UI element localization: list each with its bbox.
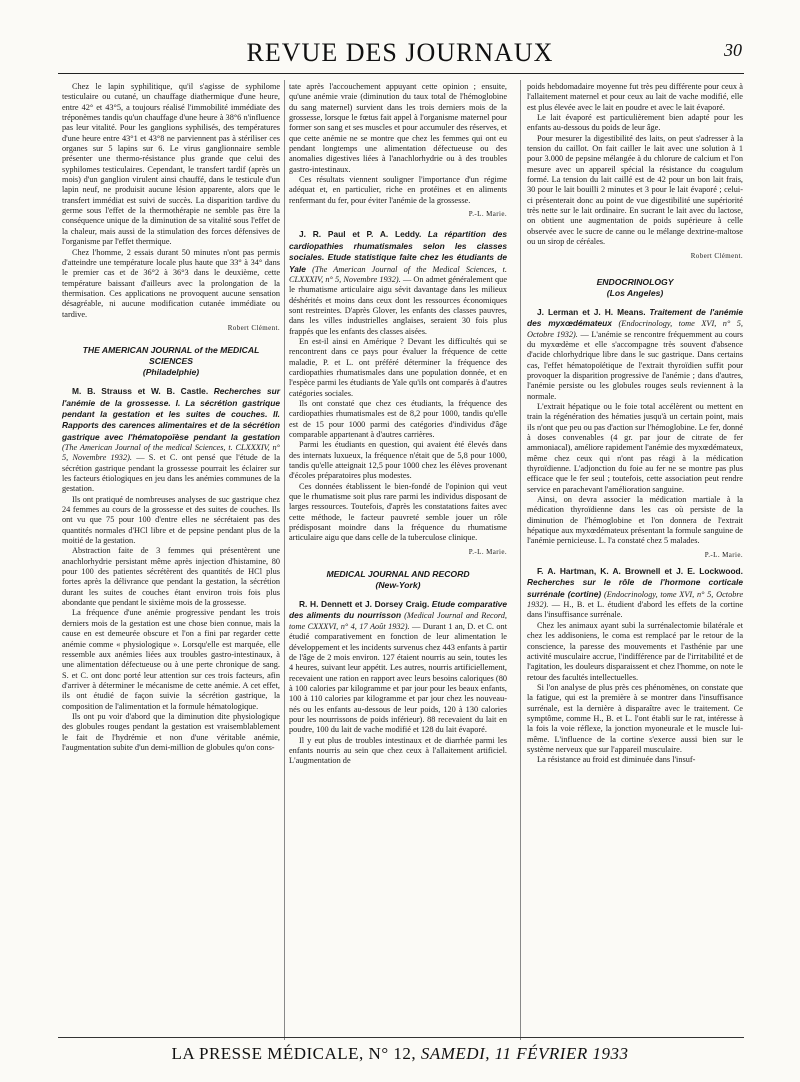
article-lead: — S. et C. ont pensé que l'étude de la sécrétion gastrique pendant la grossesse pourrait les éclairer sur les facteurs étiologiques en jeu dans les anémies communes de la gestation. bbox=[62, 453, 281, 494]
article-title: Recherches sur l'anémie de la grossesse. I. La sécrétion gastrique pendant la gestation et les suites de couches. II. Rapports des carences alimentaires et de la sécrétion gastrique avec l'hématopoïèse pendant la gestation bbox=[62, 386, 280, 442]
article-title: Etude comparative des aliments du nourrisson bbox=[289, 599, 507, 621]
column-divider bbox=[520, 80, 521, 1040]
paragraph: Ils ont pu voir d'abord que la diminution dite physiologique des globules rouges pendant la gestation est vraisemblablement le fait de l'hydrémie et non d'une véritable anémie, l'augmentation subite d'un demi-million de globules qu'on cons- bbox=[62, 711, 280, 752]
section-place: (New-York) bbox=[375, 580, 421, 591]
paragraph: Chez le lapin syphilitique, qu'il s'agisse de syphilome testiculaire ou cutané, un chauffage diathermique d'une heure, entre 42° et 43°5, a toujours réalisé l'immobilité immédiate des tréponèmes tandis qu'un chauffage d'une heure à 38°6 n'influence pas leur vitalité. Pour les ganglions syphilisés, des températures d'une heure entre 43°1 et 43°8 ne parviennent pas à stériliser ces organes sur 5 lapins sur 6. Le virus ganglionnaire semble présenter une thermo-résistance plus grande que celui des syphilomes testiculaires. Cependant, le transfert tardif (après un mois) d'un ganglion virulent ainsi chauffé, dans le testicule d'un lapin neuf, ne produisit aucune lésion apparente, alors que le transfert immédiat est suivi de succès. La disparition tardive du germe sous l'effet de la thermothérapie ne semble pas être la conséquence unique de la diminution de sa vitalité sous l'effet de la chaleur, mais aussi de la stimulation des forces défensives de l'organisme par l'effet thermique. bbox=[62, 82, 280, 247]
page-footer bbox=[0, 1044, 800, 1064]
article-title: Traitement de l'anémie des myxœdémateux bbox=[527, 306, 744, 329]
paragraph: Le lait évaporé est particulièrement bien adapté pour les enfants au-dessous du poids de leur âge. bbox=[527, 113, 743, 133]
paragraph: En est-il ainsi en Amérique ? Devant les difficultés qui se rencontrent dans ce pays pour évaluer la fréquence de cette maladie, P. et L. ont préféré déterminer la fréquence des cardiopathies rhumatismales dans une population donnée, et en l'espèce parmi les étudiants de Yale qu'ils ont comparés à d'autres catégories sociales. bbox=[289, 336, 507, 398]
paragraph: Ces données établissent le bien-fondé de l'opinion qui veut que le rhumatisme soit plus rare parmi les individus disposant de larges ressources. Toutefois, d'après les constatations faites avec cette méthode, le facteur pauvreté semble jouer un rôle prédisposant moindre dans la fréquence du rhumatisme articulaire aigu que dans celle de la tuberculose clinique. bbox=[289, 481, 507, 543]
column-2 bbox=[289, 82, 507, 767]
paragraph: La fréquence d'une anémie progressive pendant les trois derniers mois de la gestation est une chose bien connue, mais la cause en est demeurée obscure et l'on a fini par regarder cette anémie comme « physiologique ». Lorsqu'elle est marquée, elle ressemble aux anémies liées aux troubles gastro-intestinaux, à une alimentation défectueuse ou à une perte chronique de sang. S. et C. ont donc porté leur attention sur ces trois facteurs, afin d'arriver à déterminer le mécanisme de cette anémie. A cet effet, ils ont étudié de façon suivie la sécrétion gastrique, la composition de l'alimentation et la formule hématologique. bbox=[62, 608, 280, 711]
paragraph: Il y eut plus de troubles intestinaux et de diarrhée parmi les enfants nourris au sein que chez ceux à l'allaitement artificiel. L'augmentation de bbox=[289, 735, 507, 766]
author-signature: P.-L. Marie. bbox=[468, 210, 507, 219]
article-authors: J. Lerman et J. H. Means. bbox=[537, 306, 646, 317]
article-heading bbox=[289, 599, 507, 735]
article-lead: — Durant 1 an, D. et C. ont étudié comparativement en fonction de leur alimentation le développement et les incidents survenus chez 443 enfants à partir de l'âge de 2 mois environ. 127 étaient nourris au sein, toutes les 4 heures, suivant leur appétit. Les autres, nourris artificiellement, recevaient une ration en rapport avec leurs besoins caloriques (80 à 100 calories par kilogramme et par jour pour les beaux enfants, 100 à 110 calories par kilogramme et par jour chez les nouveau-nés ou les enfants au-dessous de leur poids, 120 à 130 calories pour les nourrissons de poids inférieur). 88 recevaient du lait en poudre, 100 du lait de vache modifié et 128 du lait évaporé. bbox=[289, 621, 507, 735]
column-3 bbox=[527, 82, 743, 766]
article-heading bbox=[289, 229, 507, 336]
article-title: La répartition des cardiopathies rhumatismales selon les classes sociales. Etude statistique faite chez les étudiants de Yale bbox=[289, 229, 508, 274]
article-heading bbox=[527, 307, 743, 402]
paragraph: Ils ont constaté que chez ces étudiants, la fréquence des cardiopathies rhumatismales est de 8,2 pour 1000, tandis qu'elle est de 15 pour 1000 parmi des catégories d'individus d'âge comparable appartenant à d'autres carrières. bbox=[289, 398, 507, 439]
paragraph: L'extrait hépatique ou le foie total accélèrent ou mettent en train la régénération des hématies jusqu'à un certain point, mais ils n'ont que peu ou pas d'action sur l'hémoglobine. Le fer, donné à doses convenables (4 gr. par jour de citrate de fer ammoniacal), améliore rapidement l'anémie des myxœdémateux, même chez ceux qui n'ont pas réagi à la médication thyroïdienne. L'adjonction du foie au fer ne se montre pas plus efficace que le fer seul ; toutefois, cette association peut rendre service en parachevant l'amélioration sanguine. bbox=[527, 401, 743, 494]
article-reference: (Medical Journal and Record, tome CXXXVI, n° 4, 17 Août 1932). bbox=[289, 611, 507, 631]
paragraph: Chez l'homme, 2 essais durant 50 minutes n'ont pas permis d'atteindre une température locale plus haute que 33° à 34° dans le premier cas et de 36°2 à 36°3 dans le deuxième, cette température baissant d'ailleurs avec la prolongation de la thermisation. Ces applications ne provoquent aucune sensation désagréable, ni aucune modification cutanée immédiate ou tardive. bbox=[62, 247, 280, 319]
article-title: Recherches sur le rôle de l'hormone corticale surrénale (cortine) bbox=[527, 577, 743, 599]
paragraph: Ces résultats viennent souligner l'importance d'un régime adéquat et, en particulier, riche en protéines et en aliments renfermant du fer, pour éviter l'anémie de la grossesse. bbox=[289, 175, 507, 205]
paragraph: Abstraction faite de 3 femmes qui présentèrent une anachlorhydrie persistant même après injection d'histamine, 80 pour 100 des patientes sécrétèrent des quantités de HCl plus fortes après la délivrance que pendant la gestation, la sécrétion durant les suites de couches étant environ trois fois plus abondante que pendant le sixième mois de la grossesse. bbox=[62, 546, 280, 608]
article-heading bbox=[62, 386, 280, 494]
author-signature: Robert Clément. bbox=[227, 323, 280, 332]
paragraph: tate après l'accouchement appuyant cette opinion ; ensuite, qu'une anémie vraie (diminution du taux total de l'hémoglobine du sang maternel) survient dans les trois derniers mois de la grossesse, lorsque le fœtus fait appel à l'organisme maternel pour former son sang et ses muscles et pour accumuler des réserves, et que cette anémie ne se montre que chez les femmes qui ont eu pendant longtemps une alimentation défectueuse ou des anomalies digestives liées à l'anachlorhydrie ou à des troubles gastro-intestinaux. bbox=[289, 82, 507, 174]
author-signature: Robert Clément. bbox=[690, 251, 743, 260]
paragraph: Ils ont pratiqué de nombreuses analyses de suc gastrique chez 24 femmes au cours de la grossesse et des suites de couches. Ils ont vu que 75 pour 100 d'entre elles ne sécrétaient pas des quantités normales d'HCl libre et de pepsine pendant plus de la moitié de la gestation. bbox=[62, 494, 280, 546]
paragraph: Si l'on analyse de plus près ces phénomènes, on constate que la fatigue, qui est la première à se montrer dans l'insuffisance surrénale, est la dernière à disparaître avec le traitement. Ce symptôme, comme H., B. et L. l'ont établi sur le rat, intéresse à la fois la voie réflexe, la jonction myoneurale et le muscle lui-même. L'influence de la cortine s'exerce aussi bien sur le système nerveux que sur l'appareil musculaire. bbox=[527, 682, 743, 754]
article-heading bbox=[527, 566, 743, 621]
author-signature: P.-L. Marie. bbox=[468, 547, 507, 556]
article-authors: M. B. Strauss et W. B. Castle. bbox=[72, 386, 209, 397]
author-signature: P.-L. Marie. bbox=[704, 550, 743, 559]
column-1 bbox=[62, 82, 280, 753]
column-divider bbox=[284, 80, 285, 1040]
section-title: ENDOCRINOLOGY bbox=[596, 276, 674, 287]
section-title: MEDICAL JOURNAL AND RECORD bbox=[326, 569, 470, 580]
article-lead: — L'anémie se rencontre fréquemment au cours du myxœdème et elle s'accompagne très souvent d'absence d'acide chlorhydrique libre dans le suc gastrique. Dans certains cas, l'effet hématopoïétique de l'extrait thyroïdien suffit pour provoquer la disparition progressive de l'anémie ; dans d'autres, l'anémie persiste ou les globules rouges seuls reviennent à la normale. bbox=[527, 329, 743, 401]
article-authors: F. A. Hartman, K. A. Brownell et J. E. Lockwood. bbox=[537, 566, 743, 577]
footer-journal: LA PRESSE MÉDICALE, N° 12, bbox=[171, 1044, 417, 1063]
article-reference: (The American Journal of the Medical Sciences, t. CLXXXIV, n° 5, Novembre 1932). bbox=[289, 264, 508, 284]
article-lead: — H., B. et L. étudient d'abord les effets de la cortine dans l'insuffisance surrénale. bbox=[527, 600, 743, 620]
paragraph: Parmi les étudiants en question, qui avaient été élevés dans des internats luxueux, la fréquence n'était que de 5,8 pour 1000, tandis qu'elle atteignait 12,5 pour 1000 chez les élèves provenant d'écoles préparatoires plus modestes. bbox=[289, 440, 507, 481]
article-lead: — On admet généralement que le rhumatisme articulaire aigu sévit davantage dans les milieux déshérités et moins dans ceux dont les ressources économiques sont restreintes. D'après Glover, les enfants des classes pauvres, dans les villes industrielles anglaises, seraient 30 fois plus frappés que les enfants des classes aisées. bbox=[289, 274, 507, 336]
section-place: (Philadelphie) bbox=[142, 367, 200, 378]
article-authors: R. H. Dennett et J. Dorsey Craig. bbox=[299, 599, 430, 610]
header-rule bbox=[58, 73, 744, 74]
footer-rule bbox=[58, 1037, 744, 1038]
section-title: THE AMERICAN JOURNAL of the MEDICAL SCIENCES bbox=[82, 345, 260, 367]
paragraph: Chez les animaux ayant subi la surrénalectomie bilatérale et chez les addisoniens, le coma est remplacé par le retour de la conscience, la paresse des mouvements et l'asthénie par une activité musculaire accrue, l'indifférence par de l'irritabilité et de l'agitation, les douleurs disparaissent et chez l'homme, on note le retour des facultés intellectuelles. bbox=[527, 620, 743, 682]
section-place: (Los Angeles) bbox=[606, 287, 664, 298]
article-reference: (Endocrinology, tome XVI, n° 5, Octobre 1932). bbox=[527, 589, 743, 610]
article-authors: J. R. Paul et P. A. Leddy. bbox=[299, 229, 422, 240]
footer-date: SAMEDI, 11 FÉVRIER 1933 bbox=[420, 1044, 629, 1063]
article-reference: (Endocrinology, tome XVI, n° 5, Octobre 1932). bbox=[527, 319, 744, 339]
paragraph: Pour mesurer la digestibilité des laits, on peut s'adresser à la tension du caillot. On fait cailler le lait avec une solution à 1 pour 3.000 de pepsine mélangée à du chlorure de calcium et l'on mesure avec un appareil spécial la résistance du coagulum formé. La tension du lait caillé est de 42 pour un bon lait frais, 30 pour le lait bouilli 2 minutes et 3 pour le lait évaporé ; celui-ci présenterait donc au point de vue digestibilité une supériorité très nette sur le lait ordinaire. En sucrant le lait avec du lactose, on obtient une augmentation de poids supérieure à celle observée avec le sucre de canne ou le mélange dextrine-maltose ou un sirop de céréales. bbox=[527, 133, 743, 247]
page-header-title: REVUE DES JOURNAUX bbox=[246, 38, 554, 67]
paragraph: poids hebdomadaire moyenne fut très peu différente pour ceux à l'allaitement maternel et pour ceux au lait de vache modifié, elle est plus élevée avec le lait en poudre et avec le lait évaporé. bbox=[527, 82, 743, 112]
article-reference: (The American Journal of the medical Sciences, t. CLXXXIV, n° 5, Novembre 1932). bbox=[62, 442, 280, 463]
page-number: 30 bbox=[724, 40, 742, 60]
paragraph: Ainsi, on devra associer la médication martiale à la médication thyroïdienne dans les cas où persiste de la diminution de l'hémoglobine et l'on donnera de l'extrait hépatique aux myxœdémateux présentant la formule sanguine de l'anémie pernicieuse. L. l'a constaté chez 5 malades. bbox=[527, 495, 743, 546]
paragraph: La résistance au froid est diminuée dans l'insuf- bbox=[537, 755, 696, 765]
